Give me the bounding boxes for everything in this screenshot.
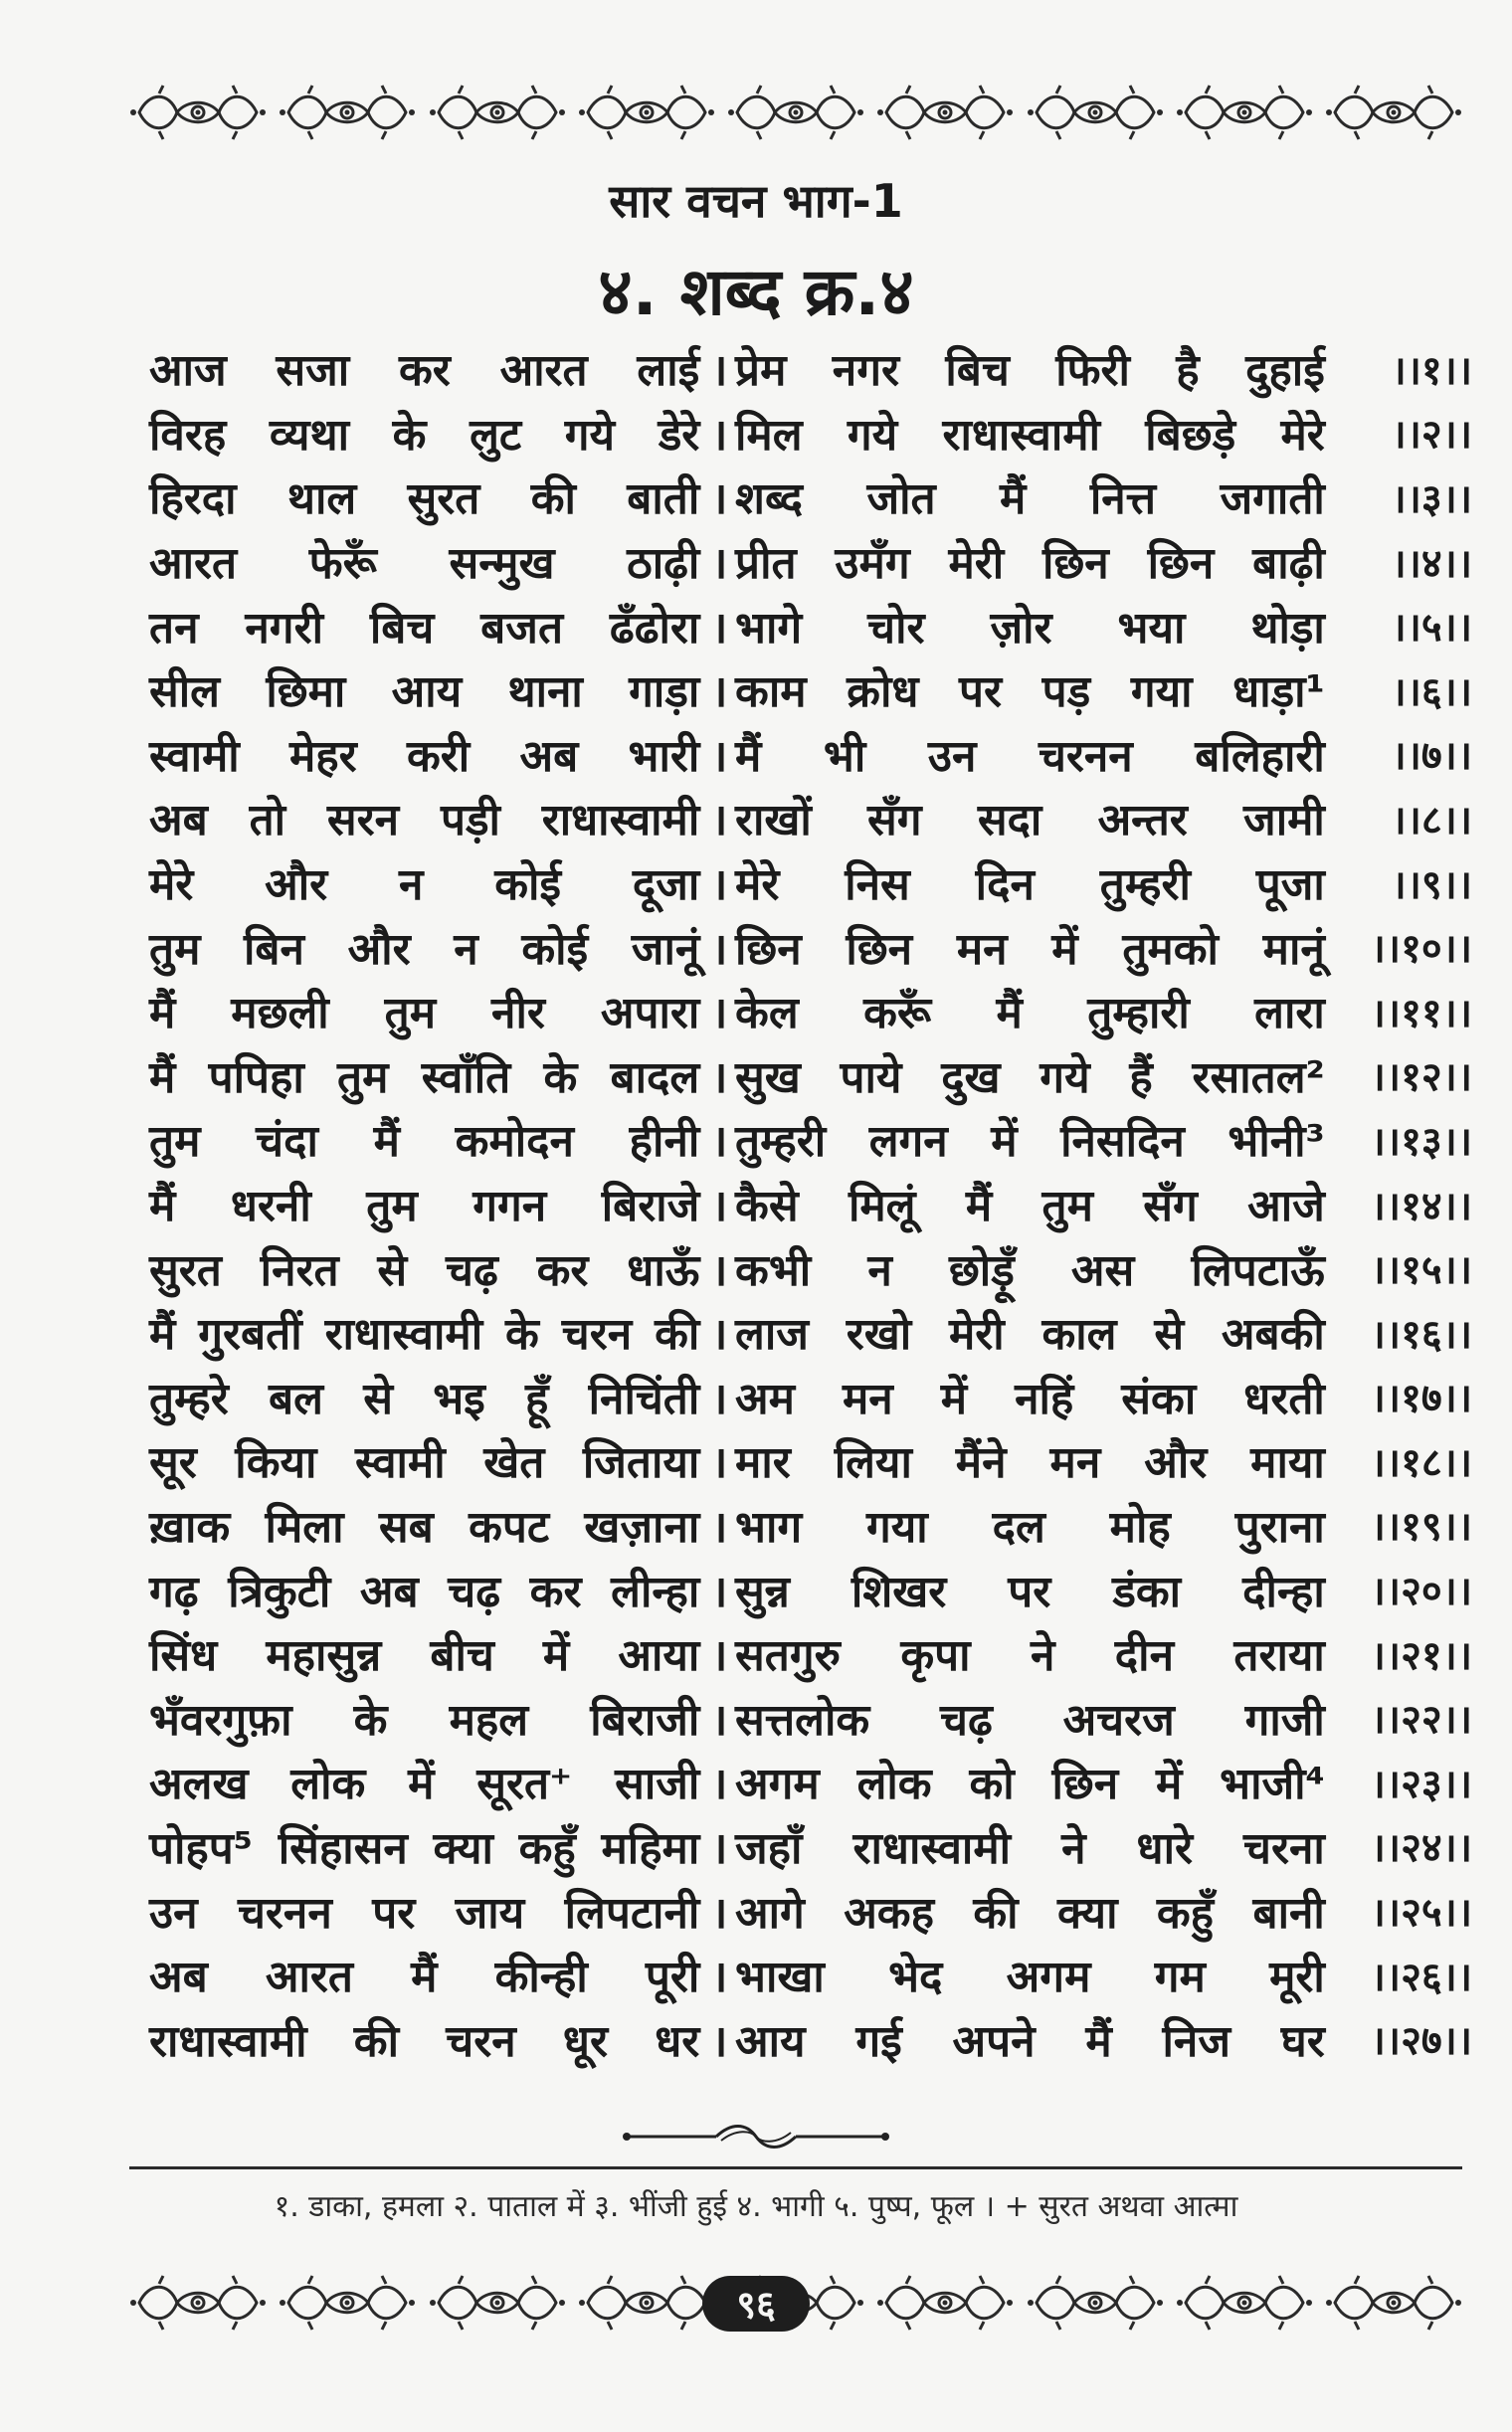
verse-separator: । bbox=[710, 1437, 728, 1489]
verse-first-half: मैं पपिहा तुम स्वाँति के बादल bbox=[149, 1051, 700, 1103]
verse-second-half: लाज रखो मेरी काल से अबकी bbox=[735, 1309, 1325, 1361]
verse-second-half: छिन छिन मन में तुमको मानूं bbox=[735, 923, 1325, 975]
verse-second-half: प्रेम नगर बिच फिरी है दुहाई bbox=[735, 345, 1325, 397]
verse-separator: । bbox=[710, 1181, 728, 1232]
verse-second-half: आगे अकह की क्या कहुँ बानी bbox=[735, 1887, 1325, 1939]
verse-separator: । bbox=[710, 1116, 728, 1168]
verse-number: ।।४।। bbox=[1391, 540, 1473, 587]
verse-row bbox=[149, 1107, 1472, 1172]
border-ornament-icon bbox=[1176, 82, 1313, 143]
verse-first-half: ख़ाक मिला सब कपट खज़ाना bbox=[149, 1501, 700, 1553]
verse-second-half: आय गई अपने मैं निज घर bbox=[735, 2015, 1325, 2067]
verse-number: ।।१६।। bbox=[1370, 1311, 1473, 1358]
verse-second-half: केल करूँ मैं तुम्हारी लारा bbox=[735, 988, 1325, 1039]
verse-second-half: शब्द जोत मैं नित्त जगाती bbox=[735, 473, 1325, 525]
border-ornament-icon bbox=[279, 82, 416, 143]
verse-second-half: प्रीत उमँग मेरी छिन छिन बाढ़ी bbox=[735, 538, 1325, 590]
verse-row bbox=[149, 593, 1472, 657]
verse-first-half: स्वामी मेहर करी अब भारी bbox=[149, 730, 700, 782]
shabad-title: ४. शब्द क्र.४ bbox=[598, 254, 914, 330]
verse-separator: । bbox=[710, 602, 728, 654]
verse-first-half: मैं गुरबतीं राधास्वामी के चरन की bbox=[149, 1309, 700, 1361]
verse-first-half: आज सजा कर आरत लाई bbox=[149, 345, 700, 397]
verse-first-half: अब तो सरन पड़ी राधास्वामी bbox=[149, 795, 700, 846]
verse-number: ।।१८।। bbox=[1370, 1439, 1473, 1486]
verse-second-half: सतगुरु कृपा ने दीन तराया bbox=[735, 1630, 1325, 1682]
verse-row bbox=[149, 1300, 1472, 1365]
verse-first-half: तन नगरी बिच बजत ढँढोरा bbox=[149, 602, 700, 654]
verse-row bbox=[149, 1943, 1472, 2007]
verse-separator: । bbox=[710, 1566, 728, 1617]
verse-first-half: सुरत निरत से चढ़ कर धाऊँ bbox=[149, 1244, 700, 1296]
verse-number: ।।१।। bbox=[1391, 347, 1473, 394]
verse-first-half: तुम बिन और न कोई जानूं bbox=[149, 923, 700, 975]
verse-second-half: मिल गये राधास्वामी बिछड़े मेरे bbox=[735, 409, 1325, 461]
verse-separator: । bbox=[710, 1630, 728, 1682]
verse-number: ।।१३।। bbox=[1370, 1118, 1473, 1165]
border-ornament-icon bbox=[1176, 2272, 1313, 2334]
border-ornament-icon bbox=[429, 2272, 566, 2334]
verse-separator: । bbox=[710, 1887, 728, 1939]
verse-second-half: अगम लोक को छिन में भाजी⁴ bbox=[735, 1759, 1325, 1810]
verse-number: ।।२।। bbox=[1391, 412, 1473, 459]
verse-separator: । bbox=[710, 473, 728, 525]
verse-number: ।।१७।। bbox=[1370, 1376, 1473, 1422]
border-ornament-icon bbox=[876, 82, 1014, 143]
verse-second-half: भागे चोर ज़ोर भया थोड़ा bbox=[735, 602, 1325, 654]
border-ornament-icon bbox=[727, 82, 864, 143]
verse-row bbox=[149, 1621, 1472, 1686]
verse-row bbox=[149, 336, 1472, 401]
border-ornament-icon bbox=[1027, 2272, 1164, 2334]
verse-row bbox=[149, 1814, 1472, 1879]
verse-separator: । bbox=[710, 1694, 728, 1746]
verse-second-half: अम मन में नहिं संका धरती bbox=[735, 1373, 1325, 1424]
verse-row bbox=[149, 914, 1472, 979]
verse-number: ।।१०।। bbox=[1370, 926, 1473, 973]
verse-separator: । bbox=[710, 859, 728, 911]
verse-separator: । bbox=[710, 923, 728, 975]
verse-second-half: सुन्न शिखर पर डंका दीन्हा bbox=[735, 1566, 1325, 1617]
verse-first-half: तुम चंदा मैं कमोदन हीनी bbox=[149, 1116, 700, 1168]
verse-row bbox=[149, 786, 1472, 850]
verse-separator: । bbox=[710, 795, 728, 846]
verse-second-half: भाग गया दल मोह पुराना bbox=[735, 1501, 1325, 1553]
verse-first-half: हिरदा थाल सुरत की बाती bbox=[149, 473, 700, 525]
border-ornament-icon bbox=[1027, 82, 1164, 143]
verse-separator: । bbox=[710, 1759, 728, 1810]
verse-number: ।।२३।। bbox=[1370, 1761, 1473, 1807]
verse-first-half: मैं धरनी तुम गगन बिराजे bbox=[149, 1181, 700, 1232]
verse-first-half: गढ़ त्रिकुटी अब चढ़ कर लीन्हा bbox=[149, 1566, 700, 1617]
verse-row bbox=[149, 979, 1472, 1043]
verse-separator: । bbox=[710, 1501, 728, 1553]
verse-number: ।।८।। bbox=[1391, 797, 1473, 843]
verse-first-half: अब आरत मैं कीन्ही पूरी bbox=[149, 1952, 700, 2003]
verse-first-half: भँवरगुफ़ा के महल बिराजी bbox=[149, 1694, 700, 1746]
verse-separator: । bbox=[710, 988, 728, 1039]
verse-separator: । bbox=[710, 409, 728, 461]
border-ornament-icon bbox=[876, 2272, 1014, 2334]
verse-second-half: कभी न छोड़ूँ अस लिपटाऊँ bbox=[735, 1244, 1325, 1296]
book-title: सार वचन भाग-1 bbox=[609, 174, 903, 228]
verse-number: ।।१२।। bbox=[1370, 1054, 1473, 1101]
verse-row bbox=[149, 465, 1472, 529]
verse-separator: । bbox=[710, 538, 728, 590]
verse-number: ।।७।। bbox=[1391, 733, 1473, 780]
verse-number: ।।१४।। bbox=[1370, 1183, 1473, 1229]
verse-second-half: मार लिया मैंने मन और माया bbox=[735, 1437, 1325, 1489]
verse-second-half: जहाँ राधास्वामी ने धारे चरना bbox=[735, 1822, 1325, 1874]
footnote-rule bbox=[129, 2166, 1462, 2169]
page-number: ९६ bbox=[702, 2276, 810, 2332]
top-ornamental-border bbox=[129, 78, 1462, 147]
verse-separator: । bbox=[710, 1051, 728, 1103]
verse-second-half: तुम्हरी लगन में निसदिन भीनी³ bbox=[735, 1116, 1325, 1168]
verse-row bbox=[149, 657, 1472, 722]
verse-second-half: भाखा भेद अगम गम मूरी bbox=[735, 1952, 1325, 2003]
verse-first-half: सील छिमा आय थाना गाड़ा bbox=[149, 666, 700, 718]
verse-number: ।।२०।। bbox=[1370, 1569, 1473, 1615]
verse-second-half: सुख पाये दुख गये हैं रसातल² bbox=[735, 1051, 1325, 1103]
verse-separator: । bbox=[710, 2015, 728, 2067]
verse-second-half: राखों सँग सदा अन्तर जामी bbox=[735, 795, 1325, 846]
border-ornament-icon bbox=[578, 82, 715, 143]
verse-second-half: सत्तलोक चढ़ अचरज गाजी bbox=[735, 1694, 1325, 1746]
border-ornament-icon bbox=[1325, 82, 1462, 143]
verse-first-half: मेरे और न कोई दूजा bbox=[149, 859, 700, 911]
verse-separator: । bbox=[710, 666, 728, 718]
verse-separator: । bbox=[710, 345, 728, 397]
border-ornament-icon bbox=[578, 2272, 715, 2334]
verse-number: ।।२७।। bbox=[1370, 2018, 1473, 2065]
verse-row bbox=[149, 1172, 1472, 1236]
verse-row bbox=[149, 1685, 1472, 1750]
verse-row bbox=[149, 1493, 1472, 1558]
verse-second-half: मेरे निस दिन तुम्हरी पूजा bbox=[735, 859, 1325, 911]
verse-row bbox=[149, 1365, 1472, 1429]
verse-row bbox=[149, 1557, 1472, 1621]
verse-number: ।।२१।। bbox=[1370, 1632, 1473, 1679]
verse-number: ।।१९।। bbox=[1370, 1504, 1473, 1551]
verse-first-half: सिंध महासुन्न बीच में आया bbox=[149, 1630, 700, 1682]
verse-separator: । bbox=[710, 730, 728, 782]
verse-separator: । bbox=[710, 1822, 728, 1874]
verse-first-half: सूर किया स्वामी खेत जिताया bbox=[149, 1437, 700, 1489]
verse-number: ।।२६।। bbox=[1370, 1954, 1473, 2000]
verse-list bbox=[149, 336, 1472, 2071]
verse-row bbox=[149, 2006, 1472, 2071]
border-ornament-icon bbox=[129, 2272, 267, 2334]
border-ornament-icon bbox=[429, 82, 566, 143]
verse-row bbox=[149, 1043, 1472, 1108]
verse-separator: । bbox=[710, 1952, 728, 2003]
verse-number: ।।१५।। bbox=[1370, 1247, 1473, 1294]
verse-separator: । bbox=[710, 1309, 728, 1361]
verse-number: ।।३।। bbox=[1391, 475, 1473, 522]
verse-row bbox=[149, 1878, 1472, 1943]
verse-separator: । bbox=[710, 1373, 728, 1424]
verse-row bbox=[149, 1235, 1472, 1300]
verse-first-half: आरत फेरूँ सन्मुख ठाढ़ी bbox=[149, 538, 700, 590]
verse-number: ।।२५।। bbox=[1370, 1890, 1473, 1937]
border-ornament-icon bbox=[1325, 2272, 1462, 2334]
footnotes: १. डाका, हमला २. पाताल में ३. भींजी हुई ४. भागी ५. पुष्प, फूल । + सुरत अथवा आत्मा bbox=[274, 2189, 1238, 2224]
verse-first-half: अलख लोक में सूरत⁺ साजी bbox=[149, 1759, 700, 1810]
border-ornament-icon bbox=[129, 82, 267, 143]
verse-first-half: पोहप⁵ सिंहासन क्या कहुँ महिमा bbox=[149, 1822, 700, 1874]
verse-second-half: कैसे मिलूं मैं तुम सँग आजे bbox=[735, 1181, 1325, 1232]
verse-first-half: उन चरनन पर जाय लिपटानी bbox=[149, 1887, 700, 1939]
verse-number: ।।२२।। bbox=[1370, 1697, 1473, 1744]
verse-second-half: मैं भी उन चरनन बलिहारी bbox=[735, 730, 1325, 782]
verse-first-half: तुम्हरे बल से भइ हूँ निचिंती bbox=[149, 1373, 700, 1424]
verse-row bbox=[149, 1428, 1472, 1493]
section-divider-ornament bbox=[617, 2117, 895, 2156]
verse-second-half: काम क्रोध पर पड़ गया धाड़ा¹ bbox=[735, 666, 1325, 718]
verse-separator: । bbox=[710, 1244, 728, 1296]
verse-first-half: राधास्वामी की चरन धूर धर bbox=[149, 2015, 700, 2067]
verse-row bbox=[149, 529, 1472, 594]
verse-row bbox=[149, 401, 1472, 466]
verse-number: ।।५।। bbox=[1391, 605, 1473, 652]
verse-number: ।।२४।। bbox=[1370, 1825, 1473, 1872]
verse-number: ।।११।। bbox=[1370, 990, 1473, 1036]
border-ornament-icon bbox=[279, 2272, 416, 2334]
verse-row bbox=[149, 722, 1472, 787]
verse-number: ।।९।। bbox=[1391, 861, 1473, 908]
verse-row bbox=[149, 850, 1472, 915]
verse-row bbox=[149, 1750, 1472, 1814]
verse-first-half: मैं मछली तुम नीर अपारा bbox=[149, 988, 700, 1039]
verse-first-half: विरह व्यथा के लुट गये डेरे bbox=[149, 409, 700, 461]
verse-number: ।।६।। bbox=[1391, 668, 1473, 715]
